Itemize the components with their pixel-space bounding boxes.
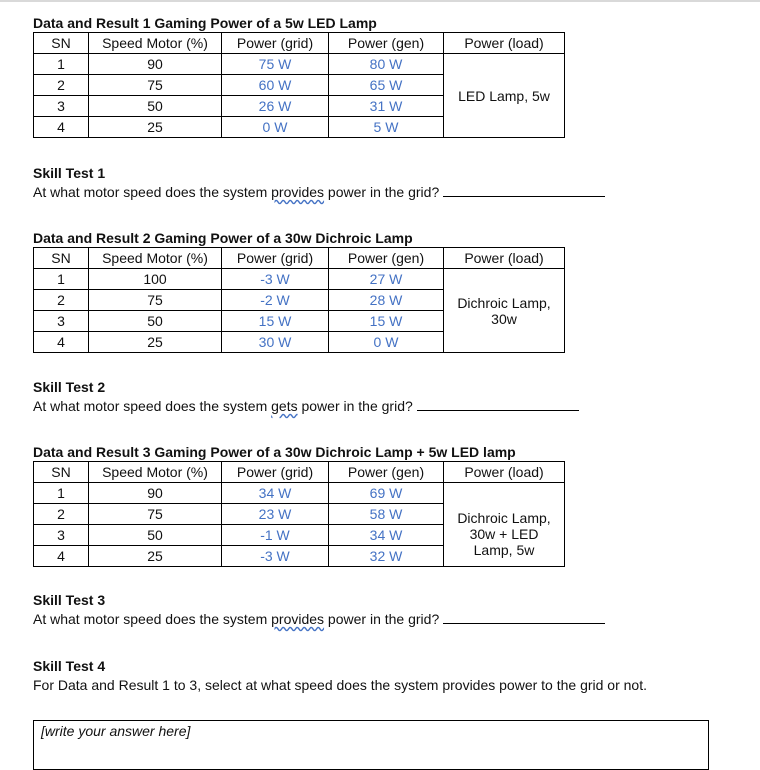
cell-speed: 25: [89, 332, 222, 353]
cell-speed: 100: [89, 269, 222, 290]
skill-test-4: [33, 657, 647, 695]
cell-power-gen: 0 W: [329, 332, 444, 353]
question-keyword: gets: [271, 398, 298, 414]
data-section-3: [33, 443, 565, 567]
cell-speed: 50: [89, 96, 222, 117]
cell-power-grid: -2 W: [222, 290, 329, 311]
cell-power-grid: 26 W: [222, 96, 329, 117]
answer-blank-1[interactable]: [443, 184, 605, 197]
cell-power-gen: 58 W: [329, 504, 444, 525]
cell-power-grid: 75 W: [222, 54, 329, 75]
skill-test-3: [33, 591, 605, 629]
header-power-gen: Power (gen): [329, 462, 444, 483]
table-3-title: Data and Result 3 Gaming Power of a 30w Dichroic Lamp + 5w LED lamp: [33, 444, 516, 460]
skill-test-2-title: Skill Test 2: [33, 379, 106, 395]
header-power-load: Power (load): [444, 462, 565, 483]
table-2-title: Data and Result 2 Gaming Power of a 30w Dichroic Lamp: [33, 230, 413, 246]
question-text: At what motor speed does the system: [33, 184, 272, 200]
load-line: Lamp, 5w: [473, 541, 535, 558]
cell-speed: 75: [89, 504, 222, 525]
data-table-3: [33, 461, 565, 567]
cell-power-gen: 27 W: [329, 269, 444, 290]
cell-power-grid: 34 W: [222, 483, 329, 504]
load-line: 30w + LED: [469, 525, 539, 542]
load-line: 30w: [491, 310, 517, 327]
cell-sn: 3: [34, 96, 89, 117]
skill-test-3-question: [33, 609, 605, 629]
cell-sn: 4: [34, 546, 89, 567]
cell-power-load: [444, 483, 565, 567]
table-row: [34, 54, 565, 75]
data-section-2: [33, 229, 565, 353]
cell-power-grid: 15 W: [222, 311, 329, 332]
question-keyword: provides: [271, 611, 325, 627]
cell-speed: 90: [89, 54, 222, 75]
cell-power-gen: 31 W: [329, 96, 444, 117]
cell-power-load: [444, 269, 565, 353]
header-power-load: Power (load): [444, 248, 565, 269]
cell-power-gen: 5 W: [329, 117, 444, 138]
header-power-gen: Power (gen): [329, 248, 444, 269]
question-text: power in the grid?: [324, 611, 440, 627]
question-keyword: provides: [271, 184, 325, 200]
skill-test-2-question: [33, 396, 579, 416]
load-line: Dichroic Lamp,: [457, 509, 551, 526]
question-text: power in the grid?: [297, 398, 413, 414]
cell-sn: 1: [34, 483, 89, 504]
skill-test-4-title: Skill Test 4: [33, 658, 106, 674]
cell-speed: 75: [89, 290, 222, 311]
table-header-row: [34, 462, 565, 483]
page-top-border: [0, 0, 760, 2]
cell-sn: 1: [34, 54, 89, 75]
cell-speed: 50: [89, 525, 222, 546]
load-line: Dichroic Lamp,: [457, 294, 551, 311]
cell-power-gen: 69 W: [329, 483, 444, 504]
skill-test-3-title: Skill Test 3: [33, 592, 106, 608]
header-power-grid: Power (grid): [222, 33, 329, 54]
table-row: [34, 483, 565, 504]
table-row: [34, 269, 565, 290]
cell-power-grid: 60 W: [222, 75, 329, 96]
table-header-row: [34, 33, 565, 54]
cell-power-grid: 0 W: [222, 117, 329, 138]
cell-sn: 2: [34, 75, 89, 96]
question-text: power in the grid?: [324, 184, 440, 200]
load-line: LED Lamp, 5w: [458, 87, 550, 104]
answer-blank-2[interactable]: [417, 398, 579, 411]
header-speed-motor: Speed Motor (%): [89, 33, 222, 54]
answer-blank-3[interactable]: [443, 611, 605, 624]
cell-power-grid: -3 W: [222, 269, 329, 290]
question-text: At what motor speed does the system: [33, 611, 272, 627]
answer-placeholder: [write your answer here]: [41, 723, 191, 739]
header-power-grid: Power (grid): [222, 462, 329, 483]
answer-textbox[interactable]: [33, 720, 709, 770]
header-power-gen: Power (gen): [329, 33, 444, 54]
cell-power-gen: 28 W: [329, 290, 444, 311]
cell-power-gen: 15 W: [329, 311, 444, 332]
cell-sn: 1: [34, 269, 89, 290]
cell-power-gen: 65 W: [329, 75, 444, 96]
skill-test-1-title: Skill Test 1: [33, 165, 106, 181]
table-header-row: [34, 248, 565, 269]
header-sn: SN: [34, 248, 89, 269]
header-sn: SN: [34, 33, 89, 54]
question-text: At what motor speed does the system: [33, 398, 272, 414]
table-1-title: Data and Result 1 Gaming Power of a 5w LED Lamp: [33, 15, 377, 31]
cell-power-gen: 80 W: [329, 54, 444, 75]
header-power-grid: Power (grid): [222, 248, 329, 269]
header-sn: SN: [34, 462, 89, 483]
cell-power-load: [444, 54, 565, 138]
cell-speed: 25: [89, 117, 222, 138]
data-table-1: [33, 32, 565, 138]
cell-sn: 2: [34, 290, 89, 311]
header-speed-motor: Speed Motor (%): [89, 462, 222, 483]
skill-test-2: [33, 378, 579, 416]
cell-power-gen: 32 W: [329, 546, 444, 567]
header-power-load: Power (load): [444, 33, 565, 54]
skill-test-4-question: For Data and Result 1 to 3, select at what speed does the system provides power to the grid or not.: [33, 677, 647, 693]
cell-speed: 90: [89, 483, 222, 504]
cell-power-grid: -1 W: [222, 525, 329, 546]
cell-sn: 2: [34, 504, 89, 525]
cell-power-grid: 23 W: [222, 504, 329, 525]
cell-speed: 75: [89, 75, 222, 96]
skill-test-1-question: [33, 182, 605, 202]
cell-sn: 4: [34, 117, 89, 138]
cell-power-grid: -3 W: [222, 546, 329, 567]
cell-power-grid: 30 W: [222, 332, 329, 353]
data-table-2: [33, 247, 565, 353]
data-section-1: [33, 14, 565, 138]
cell-sn: 3: [34, 311, 89, 332]
cell-sn: 4: [34, 332, 89, 353]
header-speed-motor: Speed Motor (%): [89, 248, 222, 269]
cell-speed: 25: [89, 546, 222, 567]
cell-speed: 50: [89, 311, 222, 332]
skill-test-1: [33, 164, 605, 202]
cell-power-gen: 34 W: [329, 525, 444, 546]
cell-sn: 3: [34, 525, 89, 546]
